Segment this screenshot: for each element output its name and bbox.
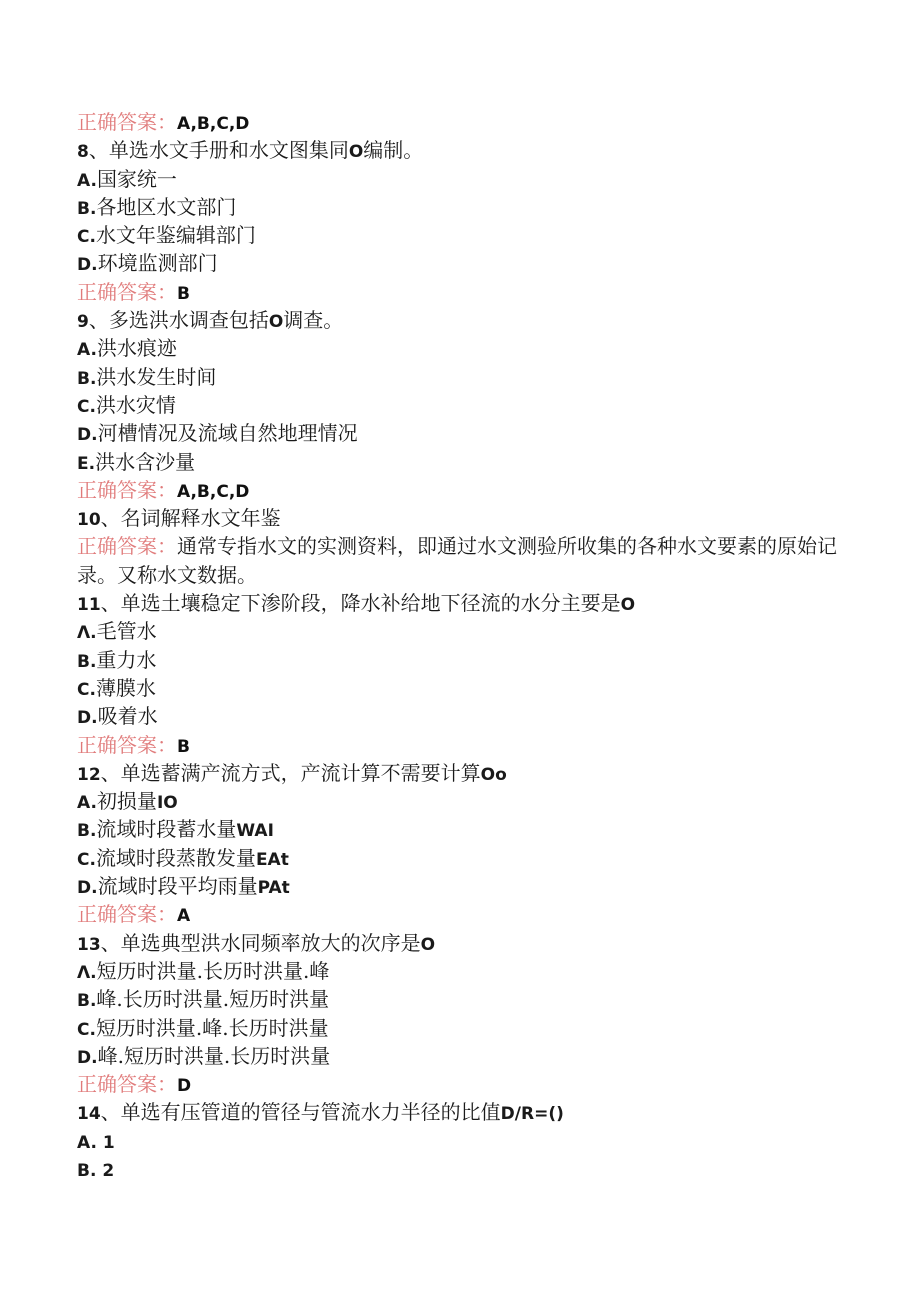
option-key: A. — [77, 170, 97, 191]
question-separator: 、 — [100, 760, 121, 785]
option-text: 流域时段平均雨量 — [97, 874, 258, 899]
answer-line — [77, 108, 857, 136]
question-blank: O — [420, 934, 436, 955]
option-text: 毛管水 — [96, 619, 157, 644]
question-line — [77, 504, 857, 532]
option-line — [77, 674, 857, 702]
answer-label: 正确答案： — [77, 110, 177, 134]
question-separator: 、 — [100, 930, 121, 955]
question-number: 13 — [77, 934, 101, 955]
option-text: 初损量 — [96, 789, 157, 814]
question-number: 9 — [77, 312, 89, 333]
option-tail: 1 — [96, 1132, 115, 1153]
option-line — [77, 617, 857, 645]
question-text: 单选有压管道的管径与管流水力半径的比值 — [120, 1100, 501, 1125]
option-tail: PAt — [257, 878, 290, 899]
option-key: B. — [77, 368, 97, 389]
option-line — [77, 1042, 857, 1070]
option-key: D. — [77, 255, 98, 276]
option-line — [77, 844, 857, 872]
option-key: B. — [77, 1160, 97, 1181]
option-key: C. — [77, 679, 96, 700]
option-key: E. — [77, 453, 96, 474]
answer-label: 正确答案： — [77, 732, 177, 757]
question-blank: O — [620, 595, 636, 616]
option-text: 薄膜水 — [95, 675, 156, 700]
option-text: 水文年鉴编辑部门 — [95, 223, 256, 248]
question-text: 多选洪水调查包括 — [108, 308, 269, 333]
question-separator: 、 — [88, 138, 109, 163]
option-key: D. — [77, 425, 98, 446]
question-line — [77, 759, 857, 787]
option-tail: 2 — [96, 1160, 115, 1181]
question-separator: 、 — [100, 1100, 121, 1125]
option-text: 重力水 — [96, 647, 157, 672]
question-number: 12 — [77, 764, 101, 785]
option-line — [77, 702, 857, 730]
answer-value: B — [177, 736, 190, 757]
option-key: Λ. — [77, 623, 97, 644]
option-line — [77, 221, 857, 249]
option-line — [77, 419, 857, 447]
option-line — [77, 1014, 857, 1042]
option-line — [77, 787, 857, 815]
question-blank: D/R=() — [500, 1104, 564, 1125]
answer-line — [77, 476, 857, 504]
question-text: 名词解释水文年鉴 — [120, 506, 281, 531]
option-text: 短历时洪量.长历时洪量.峰 — [96, 958, 330, 983]
question-separator: 、 — [100, 591, 121, 616]
question-separator: 、 — [88, 308, 109, 333]
question-line — [77, 1098, 857, 1126]
question-text-after: 编制。 — [363, 138, 424, 163]
option-text: 短历时洪量.峰.长历时洪量 — [95, 1015, 329, 1040]
option-line — [77, 1155, 857, 1183]
answer-label: 正确答案： — [77, 534, 177, 559]
option-key: Λ. — [77, 962, 97, 983]
answer-value: B — [177, 283, 190, 304]
option-line — [77, 646, 857, 674]
option-line — [77, 249, 857, 277]
question-text-after: 调查。 — [283, 308, 344, 333]
option-line — [77, 448, 857, 476]
option-tail: IO — [156, 793, 178, 814]
option-line — [77, 193, 857, 221]
option-line — [77, 363, 857, 391]
question-number: 11 — [77, 595, 101, 616]
question-line — [77, 589, 857, 617]
option-text: 各地区水文部门 — [96, 194, 237, 219]
option-line — [77, 872, 857, 900]
question-separator: 、 — [100, 506, 121, 531]
answer-label: 正确答案： — [77, 279, 177, 304]
option-line — [77, 165, 857, 193]
option-text: 流域时段蓄水量 — [96, 817, 237, 842]
answer-value: A,B,C,D — [177, 481, 250, 502]
answer-value: A,B,C,D — [177, 114, 250, 134]
option-text: 峰.短历时洪量.长历时洪量 — [97, 1043, 331, 1068]
question-text: 单选水文手册和水文图集同 — [108, 138, 349, 163]
option-key: C. — [77, 227, 96, 248]
option-line — [77, 815, 857, 843]
answer-line — [77, 1070, 857, 1098]
option-text: 洪水发生时间 — [96, 364, 217, 389]
option-line — [77, 334, 857, 362]
answer-text: 通常专指水文的实测资料，即通过水文测验所收集的各种水文要素的原始记录。又称水文数据。 — [77, 534, 837, 587]
option-text: 国家统一 — [96, 166, 177, 191]
option-key: D. — [77, 878, 98, 899]
option-key: D. — [77, 1047, 98, 1068]
option-line — [77, 957, 857, 985]
answer-line — [77, 532, 857, 589]
question-number: 14 — [77, 1104, 101, 1125]
question-blank: Oo — [480, 764, 507, 785]
answer-line — [77, 278, 857, 306]
option-key: C. — [77, 1019, 96, 1040]
question-number: 10 — [77, 510, 101, 531]
option-text: 洪水灾情 — [95, 392, 176, 417]
option-key: A. — [77, 793, 97, 814]
question-line — [77, 929, 857, 957]
option-tail: WAI — [236, 821, 274, 842]
question-line — [77, 136, 857, 164]
question-blank: O — [348, 142, 364, 163]
option-key: B. — [77, 991, 97, 1012]
question-line — [77, 306, 857, 334]
answer-line — [77, 900, 857, 928]
option-text: 流域时段蒸散发量 — [95, 845, 256, 870]
option-key: B. — [77, 821, 97, 842]
option-key: D. — [77, 708, 98, 729]
option-line — [77, 391, 857, 419]
option-key: C. — [77, 396, 96, 417]
option-key: A. — [77, 340, 97, 361]
option-key: B. — [77, 651, 97, 672]
option-text: 环境监测部门 — [97, 251, 218, 276]
question-text: 单选土壤稳定下渗阶段，降水补给地下径流的水分主要是 — [120, 591, 621, 616]
option-line — [77, 985, 857, 1013]
option-line — [77, 1127, 857, 1155]
answer-label: 正确答案： — [77, 1072, 177, 1097]
answer-label: 正确答案： — [77, 902, 177, 927]
option-text: 河槽情况及流域自然地理情况 — [97, 421, 358, 446]
option-key: B. — [77, 198, 97, 219]
option-text: 洪水含沙量 — [95, 449, 196, 474]
question-blank: O — [268, 312, 284, 333]
question-text: 单选蓄满产流方式，产流计算不需要计算 — [120, 760, 481, 785]
option-text: 峰.长历时洪量.短历时洪量 — [96, 987, 330, 1012]
question-document — [77, 108, 857, 1183]
question-number: 8 — [77, 142, 89, 163]
option-text: 洪水痕迹 — [96, 336, 177, 361]
option-text: 吸着水 — [97, 704, 158, 729]
answer-label: 正确答案： — [77, 477, 177, 502]
answer-value: A — [177, 906, 191, 927]
answer-value: D — [177, 1076, 192, 1097]
option-key: A. — [77, 1132, 97, 1153]
option-key: C. — [77, 849, 96, 870]
answer-line — [77, 731, 857, 759]
option-tail: EAt — [255, 849, 289, 870]
question-text: 单选典型洪水同频率放大的次序是 — [120, 930, 421, 955]
